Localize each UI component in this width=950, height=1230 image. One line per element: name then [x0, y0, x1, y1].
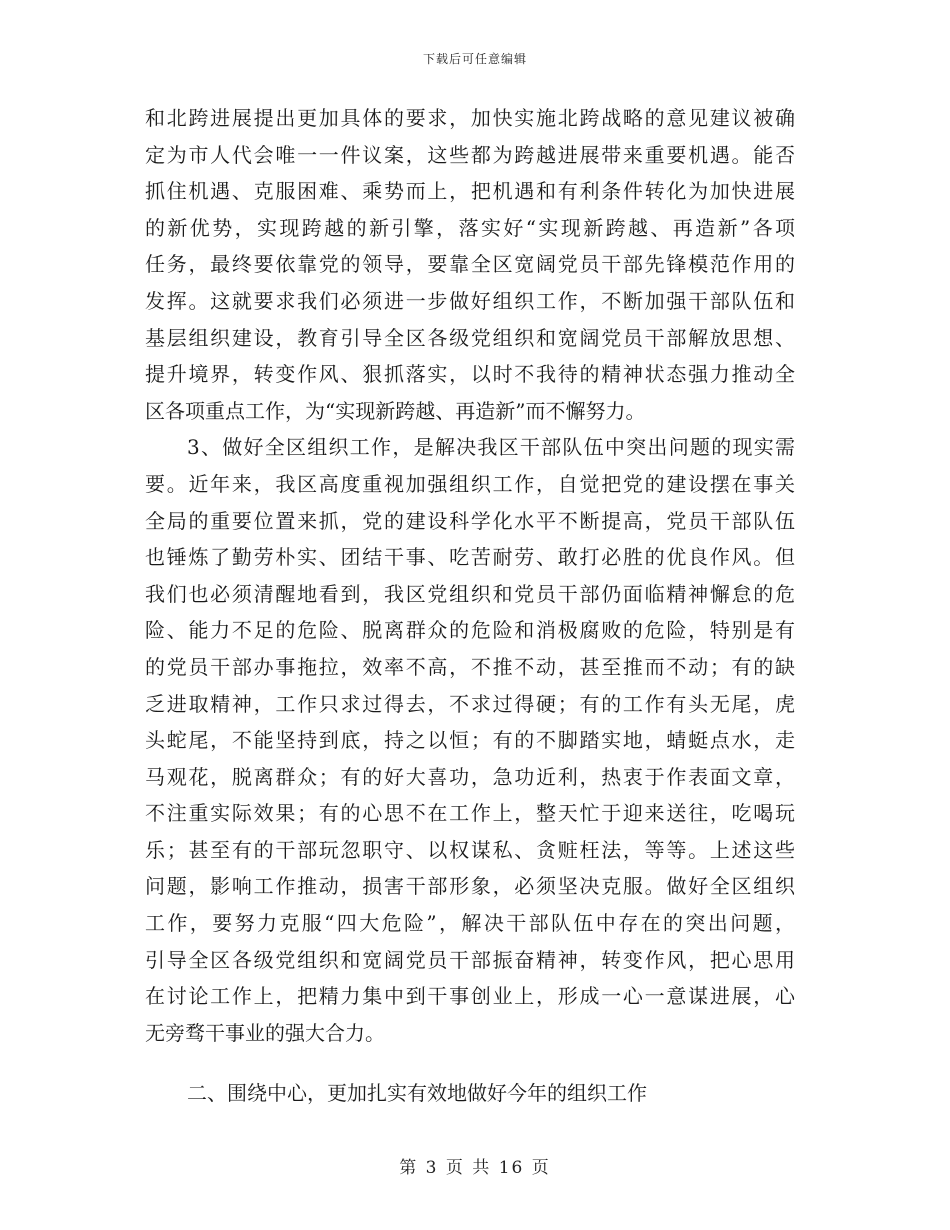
text-line: 发挥。这就要求我们必须进一步做好组织工作，不断加强干部队伍和	[145, 288, 795, 313]
text-line: 不注重实际效果；有的心思不在工作上，整天忙于迎来送往，吃喝玩	[145, 801, 795, 826]
text-line: 问题，影响工作推动，损害干部形象，必须坚决克服。做好全区组织	[145, 874, 795, 899]
text-line: 区各项重点工作，为“实现新跨越、再造新”而不懈努力。	[145, 398, 646, 423]
text-line: 定为市人代会唯一一件议案，这些都为跨越进展带来重要机遇。能否	[145, 142, 795, 167]
text-line: 要。近年来，我区高度重视加强组织工作，自觉把党的建设摆在事关	[145, 471, 795, 496]
paragraph-1	[145, 100, 795, 429]
text-line: 提升境界，转变作风、狠抓落实，以时不我待的精神状态强力推动全	[145, 362, 795, 387]
text-line: 的新优势，实现跨越的新引擎，落实好“实现新跨越、再造新”各项	[145, 215, 795, 240]
section-heading: 二、围绕中心，更加扎实有效地做好今年的组织工作	[187, 1081, 647, 1105]
text-line: 抓住机遇、克服困难、乘势而上，把机遇和有利条件转化为加快进展	[145, 179, 795, 204]
paragraph-2	[145, 429, 795, 1051]
text-line: 我们也必须清醒地看到，我区党组织和党员干部仍面临精神懈怠的危	[145, 581, 795, 606]
text-line: 也锤炼了勤劳朴实、团结干事、吃苦耐劳、敢打必胜的优良作风。但	[145, 545, 795, 570]
page-number: 第 3 页 共 16 页	[399, 1158, 551, 1178]
text-line: 乏进取精神，工作只求过得去，不求过得硬；有的工作有头无尾，虎	[145, 691, 795, 716]
text-line: 3、做好全区组织工作，是解决我区干部队伍中突出问题的现实需	[187, 435, 795, 460]
text-line: 引导全区各级党组织和宽阔党员干部振奋精神，转变作风，把心思用	[145, 947, 795, 972]
text-line: 乐；甚至有的干部玩忽职守、以权谋私、贪赃枉法，等等。上述这些	[145, 837, 795, 862]
text-line: 险、能力不足的危险、脱离群众的危险和消极腐败的危险，特别是有	[145, 618, 795, 643]
text-line: 马观花，脱离群众；有的好大喜功，急功近利，热衷于作表面文章，	[145, 764, 795, 789]
text-line: 和北跨进展提出更加具体的要求，加快实施北跨战略的意见建议被确	[145, 106, 795, 130]
text-line: 无旁骛干事业的强大合力。	[145, 1020, 385, 1045]
text-line: 任务，最终要依靠党的领导，要靠全区宽阔党员干部先锋模范作用的	[145, 252, 795, 277]
text-line: 全局的重要位置来抓，党的建设科学化水平不断提高，党员干部队伍	[145, 508, 795, 533]
text-line: 的党员干部办事拖拉，效率不高，不推不动，甚至推而不动；有的缺	[145, 654, 795, 679]
document-body	[145, 100, 795, 1051]
text-line: 头蛇尾，不能坚持到底，持之以恒；有的不脚踏实地，蜻蜓点水，走	[145, 728, 795, 753]
text-line: 基层组织建设，教育引导全区各级党组织和宽阔党员干部解放思想、	[145, 325, 795, 350]
text-line: 工作，要努力克服“四大危险”，解决干部队伍中存在的突出问题，	[145, 911, 795, 936]
text-line: 在讨论工作上，把精力集中到干事创业上，形成一心一意谋进展，心	[145, 984, 795, 1009]
header-note: 下载后可任意编辑	[422, 52, 527, 66]
